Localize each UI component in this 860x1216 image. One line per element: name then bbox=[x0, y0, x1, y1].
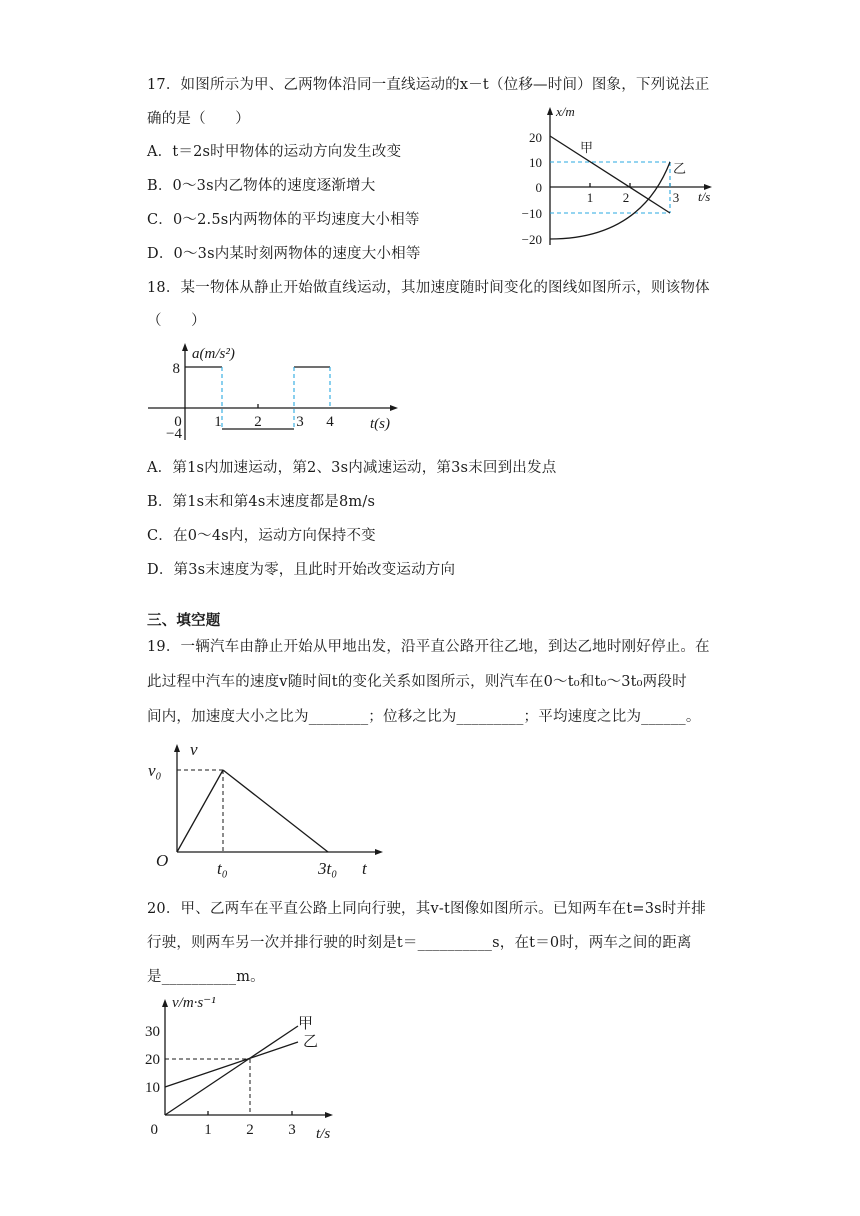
q18-xtick-label-0: 0 bbox=[174, 414, 182, 430]
q17-option-c: C．0～2.5s内两物体的平均速度大小相等 bbox=[147, 212, 420, 228]
q20-line1: 20．甲、乙两车在平直公路上同向行驶，其v-t图像如图所示。已知两车在t=3s时并排 bbox=[147, 901, 706, 917]
q17-y-label: x/m bbox=[556, 104, 575, 119]
q18-x-arrow bbox=[390, 405, 398, 411]
q20-ytick-10: 10 bbox=[145, 1080, 160, 1096]
q20-label-jia: 甲 bbox=[298, 1016, 314, 1032]
q19-line2: 此过程中汽车的速度v随时间t的变化关系如图所示，则汽车在0～t₀和t₀～3t₀两段时 bbox=[147, 674, 687, 690]
q19-t0-label: t₀ bbox=[217, 859, 228, 878]
q17-option-a: A．t＝2s时甲物体的运动方向发生改变 bbox=[147, 144, 402, 160]
q19-vt-graph bbox=[140, 735, 400, 880]
q17-y-arrow bbox=[547, 107, 553, 115]
q20-line-yi bbox=[165, 1042, 298, 1087]
q20-line3: 是__________m。 bbox=[147, 969, 265, 985]
q20-x-label: t/s bbox=[316, 1126, 331, 1142]
q20-label-yi: 乙 bbox=[303, 1034, 319, 1050]
q17-option-b: B．0～3s内乙物体的速度逐渐增大 bbox=[147, 178, 376, 194]
q17-ytick-0: 0 bbox=[535, 180, 542, 195]
q20-x-arrow bbox=[325, 1112, 333, 1118]
q20-ytick-0: 0 bbox=[150, 1122, 158, 1138]
q17-option-d: D．0～3s内某时刻两物体的速度大小相等 bbox=[147, 246, 421, 262]
q19-x-label: t bbox=[362, 859, 367, 878]
q19-down-segment bbox=[223, 770, 328, 852]
q17-xt-graph bbox=[520, 100, 720, 250]
q17-ytick-10: 10 bbox=[529, 155, 542, 170]
q18-xtick-label-1: 1 bbox=[214, 414, 222, 430]
q19-origin: O bbox=[156, 851, 169, 870]
q17-xtick-label-1: 1 bbox=[586, 190, 594, 205]
q20-xtick-label-1: 1 bbox=[204, 1122, 212, 1138]
q17-stem-line2: 确的是（ ） bbox=[147, 111, 250, 127]
q18-ytick-n4: −4 bbox=[166, 426, 182, 442]
q20-line2: 行驶，则两车另一次并排行驶的时刻是t＝__________s，在t＝0时，两车之间的距离 bbox=[147, 935, 692, 951]
q17-xtick-label-2: 2 bbox=[622, 190, 630, 205]
q17-x-label: t/s bbox=[698, 189, 711, 204]
q18-option-d: D．第3s末速度为零，且此时开始改变运动方向 bbox=[147, 562, 456, 578]
q20-ytick-20: 20 bbox=[145, 1052, 160, 1068]
q18-ytick-8: 8 bbox=[172, 361, 180, 377]
q20-y-label: v/m·s⁻¹ bbox=[172, 995, 216, 1011]
q18-option-a: A．第1s内加速运动，第2、3s内减速运动，第3s末回到出发点 bbox=[147, 460, 557, 476]
q20-xtick-label-3: 3 bbox=[288, 1122, 296, 1138]
q20-line-jia bbox=[165, 1026, 298, 1115]
q18-xtick-label-3: 3 bbox=[296, 414, 304, 430]
q17-line-jia bbox=[550, 136, 670, 213]
q19-line3: 间内，加速度大小之比为________；位移之比为_________；平均速度之比为______。 bbox=[147, 709, 701, 725]
q18-y-label: a(m/s²) bbox=[192, 346, 235, 362]
q20-xtick-label-2: 2 bbox=[246, 1122, 254, 1138]
q19-v0-label: v₀ bbox=[148, 761, 162, 780]
q17-stem-line1: 17．如图所示为甲、乙两物体沿同一直线运动的x－t（位移—时间）图象，下列说法正 bbox=[147, 77, 710, 93]
q19-x-arrow bbox=[375, 849, 383, 855]
q19-3t0-label: 3t₀ bbox=[318, 859, 338, 878]
section-title: 三、填空题 bbox=[147, 612, 221, 629]
q17-ytick-n10: −10 bbox=[521, 206, 542, 221]
q20-ytick-30: 30 bbox=[145, 1024, 160, 1040]
q17-label-jia: 甲 bbox=[580, 140, 594, 155]
q18-option-c: C．在0～4s内，运动方向保持不变 bbox=[147, 528, 376, 544]
q18-stem-line1: 18．某一物体从静止开始做直线运动，其加速度随时间变化的图线如图所示，则该物体 bbox=[147, 280, 710, 296]
q20-y-arrow bbox=[162, 999, 168, 1007]
q19-line1: 19．一辆汽车由静止开始从甲地出发，沿平直公路开往乙地，到达乙地时刚好停止。在 bbox=[147, 639, 710, 655]
q18-xtick-label-2: 2 bbox=[254, 414, 262, 430]
q17-curve-yi bbox=[550, 162, 670, 239]
q17-ytick-n20: −20 bbox=[521, 232, 542, 247]
q18-y-arrow bbox=[182, 343, 188, 351]
q17-ytick-20: 20 bbox=[529, 130, 542, 145]
q19-up-segment bbox=[177, 770, 223, 852]
q18-xtick-label-4: 4 bbox=[326, 414, 334, 430]
q18-x-label: t(s) bbox=[370, 416, 390, 432]
q17-xtick-label-3: 3 bbox=[672, 190, 680, 205]
q20-vt-graph bbox=[140, 990, 350, 1150]
q19-y-label: v bbox=[190, 740, 198, 759]
q18-at-graph bbox=[140, 338, 410, 448]
q17-label-yi: 乙 bbox=[673, 161, 687, 176]
q18-option-b: B．第1s末和第4s末速度都是8m/s bbox=[147, 494, 376, 510]
q19-y-arrow bbox=[174, 744, 180, 752]
q18-stem-line2: （ ） bbox=[147, 313, 206, 329]
